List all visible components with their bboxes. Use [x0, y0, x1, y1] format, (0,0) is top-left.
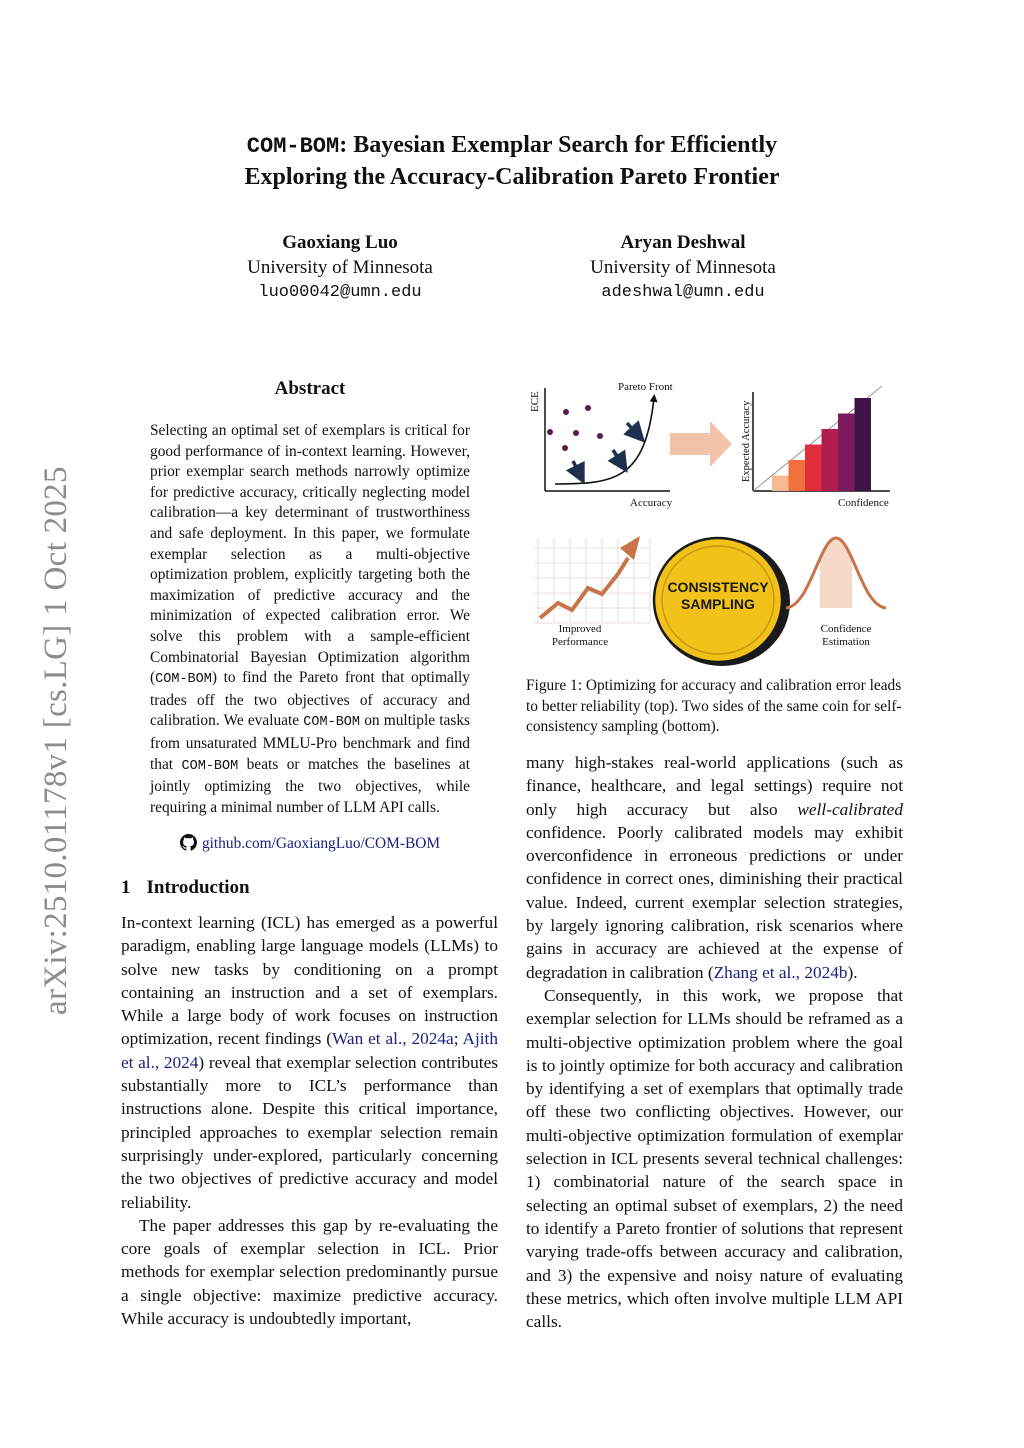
improved-label: Improved — [558, 623, 602, 635]
paragraph — [121, 911, 498, 1214]
candidate-point — [547, 429, 553, 435]
pareto-front-curve — [555, 398, 654, 484]
author-name: Aryan Deshwal — [620, 232, 746, 253]
abstract-text: Selecting an optimal set of exemplars is critical for good performance of in-context learning. However, prior exemplar search methods narrowly optimize for predictive accuracy, critically neglecting model calibration—a key determinant of trustworthiness and safe deployment. In this paper, we formulate exemplar selection as a multi-objective optimization problem, explicitly targeting both the maximization of predictive accuracy and the minimization of expected calibration error. We solve this problem with a sample-efficient Combinatorial Bayesian Optimization algorithm ( — [150, 422, 470, 687]
candidate-point — [573, 430, 579, 436]
consistency-sampling-coin — [654, 538, 790, 666]
transition-arrow — [670, 421, 732, 467]
method-name: COM-BOM — [303, 715, 361, 731]
confidence-axis-label: Confidence — [838, 497, 889, 509]
right-column-body — [526, 751, 903, 1333]
calibration-bar — [772, 476, 789, 492]
figure-caption: Figure 1: Optimizing for accuracy and calibration error leads to better reliability (top). Two sides of the same coin for self-consistency sampling (bottom). — [526, 677, 902, 736]
abstract-heading: Abstract — [274, 378, 346, 399]
paper-title — [0, 130, 1024, 192]
calibration-bar — [805, 445, 822, 492]
abstract-text: ) to find the Pareto front that optimally trades off the two objectives of accuracy and calibration. We evaluate — [150, 669, 470, 730]
method-name: COM-BOM — [181, 758, 239, 774]
candidate-point — [597, 433, 603, 439]
candidate-point — [563, 409, 569, 415]
performance-line — [540, 558, 628, 618]
paragraph-text: ). — [847, 962, 858, 982]
method-name: COM-BOM — [155, 672, 212, 688]
section-title: Introduction — [146, 877, 250, 898]
performance-label: Performance — [551, 636, 609, 648]
github-link[interactable]: github.com/GaoxiangLuo/COM-BOM — [201, 835, 441, 852]
author-affiliation: University of Minnesota — [247, 257, 433, 278]
calibration-bars — [772, 398, 871, 491]
calibration-bar — [838, 414, 855, 492]
github-icon — [180, 834, 197, 851]
improved-performance-chart — [534, 536, 650, 648]
improvement-arrow — [627, 423, 638, 435]
abstract-text: beats or matches the baselines at jointly optimizing the two objectives, while requiring a minimal number of LLM API calls. — [150, 755, 470, 816]
author-email[interactable]: luo00042@umn.edu — [258, 283, 422, 302]
paragraph-text: ) reveal that exemplar selection contributes substantially more to ICL’s performance than instructions alone. Despite this critical importance, principled approaches to exemplar selection remain surprisingly under-explored, particularly concerning the two objectives of predictive accuracy and model reliability. — [121, 1052, 498, 1212]
paragraph — [526, 751, 903, 984]
paragraph-text: In-context learning (ICL) has emerged as a powerful paradigm, enabling large language models (LLMs) to solve new tasks by conditioning on a prompt containing an instruction and a set of exemplars. While a large body of work focuses on instruction optimization, recent findings ( — [121, 913, 498, 1049]
arrow-head-icon — [620, 536, 640, 560]
abstract-text: on multiple tasks from unsaturated MMLU-Pro benchmark and find that — [150, 712, 471, 773]
arxiv-identifier: arXiv:2510.01178v1 [cs.LG] 1 Oct 2025 — [38, 466, 74, 1015]
github-link-row — [150, 834, 470, 854]
paragraph-text: confidence. Poorly calibrated models may exhibit overconfidence in erroneous predictions or under confidence in correct ones, diminishing their practical value. Indeed, current exemplar selection strategies, by largely ignoring calibration, risk scenarios where gains in accuracy are achieved at the expense of degradation in calibration ( — [526, 822, 903, 982]
citation-link[interactable]: Wan et al., 2024a — [331, 1029, 454, 1049]
abstract-body — [150, 421, 470, 818]
title-line-1: : Bayesian Exemplar Search for Efficiently — [339, 132, 778, 158]
author-block — [170, 230, 510, 305]
paragraph: Consequently, in this work, we propose that exemplar selection for LLMs should be reframed as a multi-objective optimization problem where the goal is to jointly optimize for both accuracy and calibration by identifying a set of exemplars that optimally trade off these two conflicting objectives. However, our multi-objective optimization formulation of exemplar selection in ICL presents several technical challenges: 1) combinatorial nature of the search space in selecting an optimal subset of exemplars, 2) the need to identify a Pareto frontier of solutions that represent varying trade-offs between accuracy and calibration, and 3) the expensive and noisy nature of evaluating these metrics, which often involve multiple LLM API calls. — [526, 985, 903, 1332]
section-number: 1 — [121, 877, 131, 898]
paragraph: The paper addresses this gap by re-evaluating the core goals of exemplar selection in ICL. Prior methods for exemplar selection predominantly pursue a single objective: maximize predictive accuracy. While accuracy is undoubtedly important, — [121, 1215, 498, 1329]
citation-link[interactable]: Ajith et al., 2024 — [121, 1029, 498, 1072]
paragraph-text: many high-stakes real-world applications (such as finance, healthcare, and legal settings) require not only high accuracy but also — [526, 753, 903, 819]
accuracy-axis-label: Accuracy — [630, 497, 673, 509]
calibration-bar — [789, 460, 806, 491]
citation-separator: ; — [453, 1029, 463, 1049]
reliability-diagram — [741, 386, 890, 509]
coin-text-sampling: SAMPLING — [681, 596, 755, 612]
improvement-arrow — [613, 450, 622, 464]
ece-axis-label: ECE — [529, 391, 541, 412]
title-method-name: COM-BOM — [246, 134, 340, 159]
figure-1 — [520, 378, 910, 668]
author-email[interactable]: adeshwal@umn.edu — [601, 283, 765, 302]
section-heading-introduction — [121, 877, 250, 899]
improvement-arrow — [573, 461, 580, 475]
calibration-bar — [855, 398, 872, 491]
coin-text-consistency: CONSISTENCY — [667, 579, 769, 595]
estimation-label: Estimation — [822, 636, 870, 648]
calibration-bar — [822, 429, 839, 491]
expected-accuracy-axis-label: Expected Accuracy — [741, 400, 752, 482]
title-line-2: Exploring the Accuracy-Calibration Pareto Frontier — [244, 164, 780, 190]
citation-link[interactable]: Zhang et al., 2024b — [713, 962, 848, 982]
author-name: Gaoxiang Luo — [282, 232, 398, 253]
confidence-estimation-chart — [786, 538, 886, 648]
left-column-body — [121, 911, 498, 1330]
author-affiliation: University of Minnesota — [590, 257, 776, 278]
ece-accuracy-plot — [529, 381, 673, 509]
candidate-point — [562, 445, 568, 451]
author-block — [513, 230, 853, 305]
candidate-point — [585, 405, 591, 411]
confidence-label: Confidence — [820, 623, 872, 635]
pareto-front-label: Pareto Front — [618, 381, 673, 393]
emphasis-text: well-calibrated — [797, 799, 903, 819]
